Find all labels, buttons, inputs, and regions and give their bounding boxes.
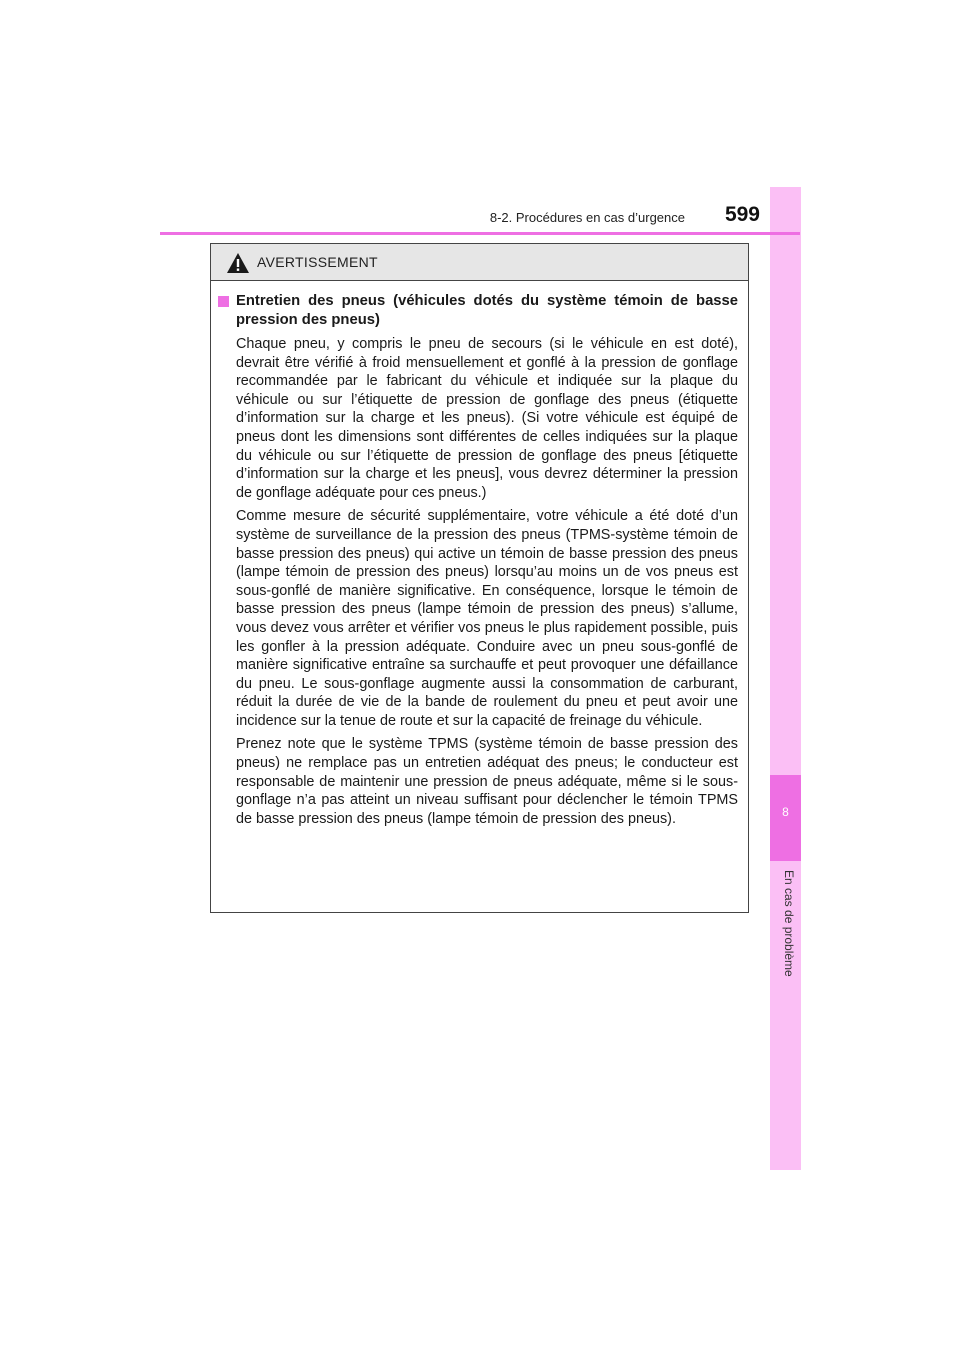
- warning-header: [211, 244, 748, 281]
- paragraph: Prenez note que le système TPMS (système témoin de basse pression des pneus) ne remplace pas un entretien adéquat des pneus; le conducteur est responsable de maintenir une pression de pneus adéquate, même si le sous-gonflage n’a pas atteint un niveau suffisant pour déclencher le témoin TPMS de basse pression des pneus (lampe témoin de pression des pneus).: [236, 736, 738, 827]
- chapter-number: 8: [782, 805, 789, 819]
- warning-body: [211, 281, 748, 828]
- topic-heading: [218, 292, 738, 330]
- square-bullet-icon: [218, 296, 229, 307]
- warning-triangle-icon: [226, 252, 250, 274]
- warning-title: AVERTISSEMENT: [257, 254, 378, 270]
- chapter-tab: [770, 775, 801, 861]
- section-title: 8-2. Procédures en cas d’urgence: [489, 210, 685, 225]
- page-header: [440, 203, 760, 233]
- chapter-sidebar: [770, 187, 801, 1170]
- warning-box: [210, 243, 749, 913]
- chapter-title: En cas de problème: [782, 870, 796, 977]
- topic-title: Entretien des pneus (véhicules dotés du système témoin de basse pression des pneus): [236, 293, 738, 328]
- paragraph: Chaque pneu, y compris le pneu de secours (si le véhicule en est doté), devrait être vérifié à froid mensuellement et gonflé à la pression de gonflage recommandée par le fabricant du véhicule et indiquée sur la plaque du véhicule ou sur l’étiquette de pression de gonflage des pneus (étiquette d’information sur la charge et les pneus). (Si votre véhicule est équipé de pneus dont les dimensions sont différentes de celles indiquées sur la plaque du véhicule ou sur l’étiquette de pression de gonflage des pneus [étiquette d’information sur la charge et les pneus], vous devrez déterminer la pression de gonflage adéquate pour ces pneus.): [236, 336, 738, 501]
- paragraph: Comme mesure de sécurité supplémentaire, votre véhicule a été doté d’un système de surveillance de la pression des pneus (TPMS-système témoin de basse pression des pneus) qui active un témoin de basse pression des pneus (lampe témoin de pression des pneus) lorsqu’au moins un de vos pneus est sous-gonflé de manière significative. En conséquence, lorsque le témoin de basse pression des pneus (lampe témoin de pression des pneus) s’allume, vous devez vous arrêter et vérifier vos pneus le plus rapidement possible, puis les gonfler à la pression adéquate. Conduire avec un pneu sous-gonflé de manière significative entraîne sa surchauffe et peut provoquer une défaillance du pneu. Le sous-gonflage augmente aussi la consommation de carburant, réduit la durée de vie de la bande de roulement du pneu et peut avoir une incidence sur la tenue de route et sur la capacité de freinage du véhicule.: [236, 508, 738, 729]
- page-number: 599: [724, 203, 760, 226]
- header-divider: [160, 232, 800, 235]
